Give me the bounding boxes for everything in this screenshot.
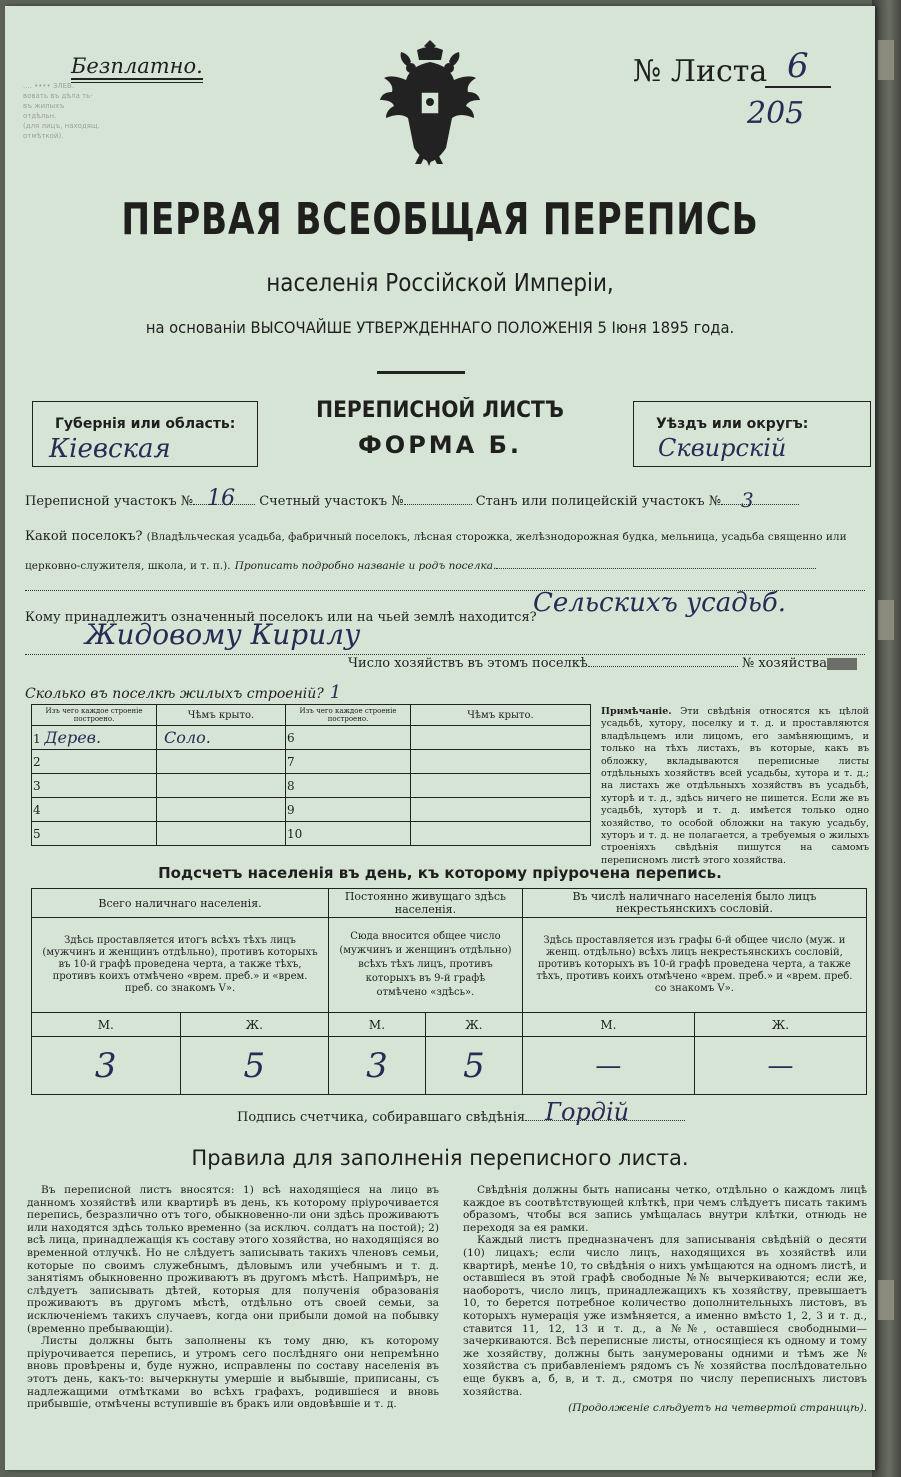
sheet-number-underline xyxy=(765,86,831,88)
owner-blank-line xyxy=(25,644,865,655)
table-row: 5 10 xyxy=(32,822,591,846)
district-label: Уѣздъ или округъ: xyxy=(656,416,809,432)
province-box xyxy=(32,401,258,467)
table-row: 3 8 xyxy=(32,774,591,798)
population-values-row: 3 5 3 5 — — xyxy=(32,1037,867,1095)
rules-title: Правила для заполненія переписного листа. xyxy=(191,1146,689,1170)
basis-line: на основаніи ВЫСОЧАЙШЕ УТВЕРЖДЕННАГО ПОЛОЖЕНІЯ 5 Іюня 1895 года. xyxy=(145,318,735,337)
signature-line: Подпись счетчика, собиравшаго свѣдѣнія Гордій xyxy=(237,1110,685,1125)
sheet-number-value: 6 xyxy=(787,46,809,86)
owner-value-2: Жидовому Кирилу xyxy=(85,618,361,651)
binding-tape xyxy=(878,600,894,640)
imperial-eagle-icon xyxy=(377,38,483,174)
material-header: Изъ чего каждое строеніе построено. xyxy=(286,705,411,726)
title-rule xyxy=(377,371,465,374)
buildings-table xyxy=(31,704,591,846)
form-type: ФОРМА Б. xyxy=(357,431,522,459)
table-row: 2 7 xyxy=(32,750,591,774)
owner-value-1: Сельскихъ усадьб. xyxy=(533,588,786,618)
table-row: 4 9 xyxy=(32,798,591,822)
owner-line: Кому принадлежитъ означенный поселокъ или на чьей землѣ находится? xyxy=(25,610,537,625)
roof-header: Чѣмъ крыто. xyxy=(411,705,591,726)
table-row: 1 Дерев. Соло. 6 xyxy=(32,726,591,750)
material-header: Изъ чего каждое строеніе построено. xyxy=(32,705,157,726)
buildings-note: Примѣчаніе. Эти свѣдѣнія относятся къ цѣлой усадьбѣ, хутору, поселку и т. д. и проставляются владѣльцемъ или лицомъ, его замѣняющимъ, и только на тѣхъ листахъ, въ которые, какъ въ обложку, вкладываются переписные листы отдѣльныхъ хозяйствъ всей усадьбы, хутора и т. д.; на листахъ же отдѣльныхъ хозяйствъ въ усадьбѣ, хуторѣ и т. д., здѣсь ничего не пишется. Если же въ усадьбѣ, хуторѣ и т. д. имѣется только одно хозяйство, то особой обложки на такую усадьбу, хуторъ и т. д. не полагается, а требуемыя о жилыхъ строеніяхъ свѣдѣнія пишутся на самомъ переписномъ листѣ этого хозяйства. xyxy=(601,706,869,866)
population-title: Подсчетъ населенія въ день, къ которому пріурочена перепись. xyxy=(158,864,722,882)
sheet-extra-number: 205 xyxy=(747,96,805,131)
province-value: Кіевская xyxy=(49,434,171,464)
form-title: ПЕРЕПИСНОЙ ЛИСТЪ xyxy=(316,398,564,423)
province-label: Губернія или область: xyxy=(55,416,236,432)
free-label: Безплатно. xyxy=(71,54,203,78)
buildings-line: Сколько въ поселкѣ жилыхъ строеній? 1 xyxy=(25,682,342,703)
census-district-line: Переписной участокъ № 16 Счетный участокъ № Станъ или полицейскій участокъ № 3 xyxy=(25,494,799,509)
binding-edge xyxy=(872,0,901,1477)
subtitle: населенія Россійской Имперіи, xyxy=(266,268,614,297)
census-sheet xyxy=(5,6,875,1470)
settlement-line-2: церковно-служителя, школа, и т. п.). Прописать подробно названіе и родъ поселка. xyxy=(25,558,816,573)
rules-left-column: Въ переписной листъ вносятся: 1) всѣ находящіеся на лицо въ данномъ хозяйствѣ или квартирѣ въ день, къ которому пріурочивается перепись, безразлично отъ того, обыкновенно-ли они здѣсь проживаютъ или находятся здѣсь только временно (за исключ. солдатъ на постой); 2) всѣ лица, принадлежащія къ составу этого хозяйства, но находящіяся во временной отлучкѣ. Но не слѣдуетъ записывать такихъ членовъ семьи, которые по своимъ служебнымъ, дѣловымъ или учебнымъ и т. д. занятіямъ обыкновенно проживаютъ въ другомъ мѣстѣ. Напримѣръ, не слѣдуетъ записывать дѣтей, которыя для полученія образованія проживаютъ въ другомъ мѣстѣ, отдѣльно отъ своей семьи, за исключеніемъ такихъ случаевъ, когда они прибыли домой на побывку (временно пребывающіи). Листы должны быть заполнены къ тому дню, къ которому пріурочивается перепись, и утромъ сего послѣдняго они непремѣнно вновь провѣрены и, буде нужно, исправлены по составу населенія въ этотъ день, какъ-то: вычеркнуты умершіе и выбывшіе, приписаны, съ надлежащими отмѣтками во всѣхъ графахъ, родившіеся и вновь прибывшіе, отмѣчены вступившіе въ бракъ или овдовѣвшіе и т. д. xyxy=(27,1184,439,1411)
rules-right-column: Свѣдѣнія должны быть написаны четко, отдѣльно о каждомъ лицѣ каждое въ соотвѣтствующей клѣткѣ, при чемъ слѣдуетъ писать такимъ образомъ, чтобы вся запись умѣщалась внутри клѣтки, отнюдь не переходя за ея рамки. Каждый листъ предназначенъ для записыванія свѣдѣній о десяти (10) лицахъ; если число лицъ, находящихся въ хозяйствѣ или квартирѣ, менѣе 10, то свѣдѣнія о нихъ умѣщаются на одномъ листѣ, и оставшіеся въ этой графѣ свободные №№ вычеркиваются; если же, наоборотъ, число лицъ, принадлежащихъ къ хозяйству, превышаетъ 10, то берется потребное количество дополнительныхъ листовъ, въ которыхъ нумерація уже измѣняется, а именно вмѣсто 1, 2, 3 и т. д., ставится 11, 12, 13 и т. д., а №№, оставшіеся свободными—зачеркиваются. Всѣ переписные листы, относящіеся къ одному и тому же хозяйству, должны быть занумерованы одними и тѣмъ же № хозяйства съ прибавленіемъ рядомъ съ № хозяйства послѣдовательно еще буквъ а, б, в, и т. д., смотря по числу переписныхъ листовъ хозяйства. (Продолженіе слѣдуетъ на четвертой страницѣ). xyxy=(463,1184,867,1415)
bleed-through-text: .... •••• ЗЛЕВ. вовать въ дѣла ть- въ жилыхъ отдѣльн. (для лицъ, находящ. отмѣткой). xyxy=(23,82,100,140)
district-value: Сквирскій xyxy=(658,434,787,462)
households-line: Число хозяйствъ въ этомъ поселкѣ № хозяйства xyxy=(348,656,857,671)
district-box xyxy=(633,401,871,467)
roof-header: Чѣмъ крыто. xyxy=(157,705,286,726)
form-header xyxy=(270,398,610,459)
binding-tape xyxy=(878,1280,894,1320)
settlement-line: Какой поселокъ? (Владѣльческая усадьба, фабричный поселокъ, лѣсная сторожка, желѣзнодорожная будка, мельница, усадьба священно или xyxy=(25,529,847,544)
sheet-number-label: № Листа xyxy=(633,54,768,89)
binding-tape xyxy=(878,40,894,80)
population-table: Всего наличнаго населенія. Постоянно живущаго здѣсь населенія. Въ числѣ наличнаго населенія было лицъ некрестьянскихъ сословій. Здѣсь проставляется итогъ всѣхъ тѣхъ лицъ (мужчинъ и женщинъ отдѣльно), противъ которыхъ въ 10-й графѣ проведена черта, а также тѣхъ, противъ коихъ отмѣчено «врем. преб.» и «врем. преб. со знакомъ V». Сюда вносится общее число (мужчинъ и женщинъ отдѣльно) всѣхъ тѣхъ лицъ, противъ которыхъ въ 9-й графѣ отмѣчено «здѣсь». Здѣсь проставляется изъ графы 6-й общее число (муж. и женщ. отдѣльно) всѣхъ лицъ некрестьянскихъ сословій, противъ которыхъ въ 10-й графѣ проведена черта, а также тѣхъ, противъ коихъ отмѣчено «врем. преб.» и «врем. преб. со знакомъ V». М. Ж. М. Ж. М. Ж. 3 5 3 5 — — xyxy=(31,888,867,1095)
main-title: ПЕРВАЯ ВСЕОБЩАЯ ПЕРЕПИСЬ xyxy=(121,194,759,245)
